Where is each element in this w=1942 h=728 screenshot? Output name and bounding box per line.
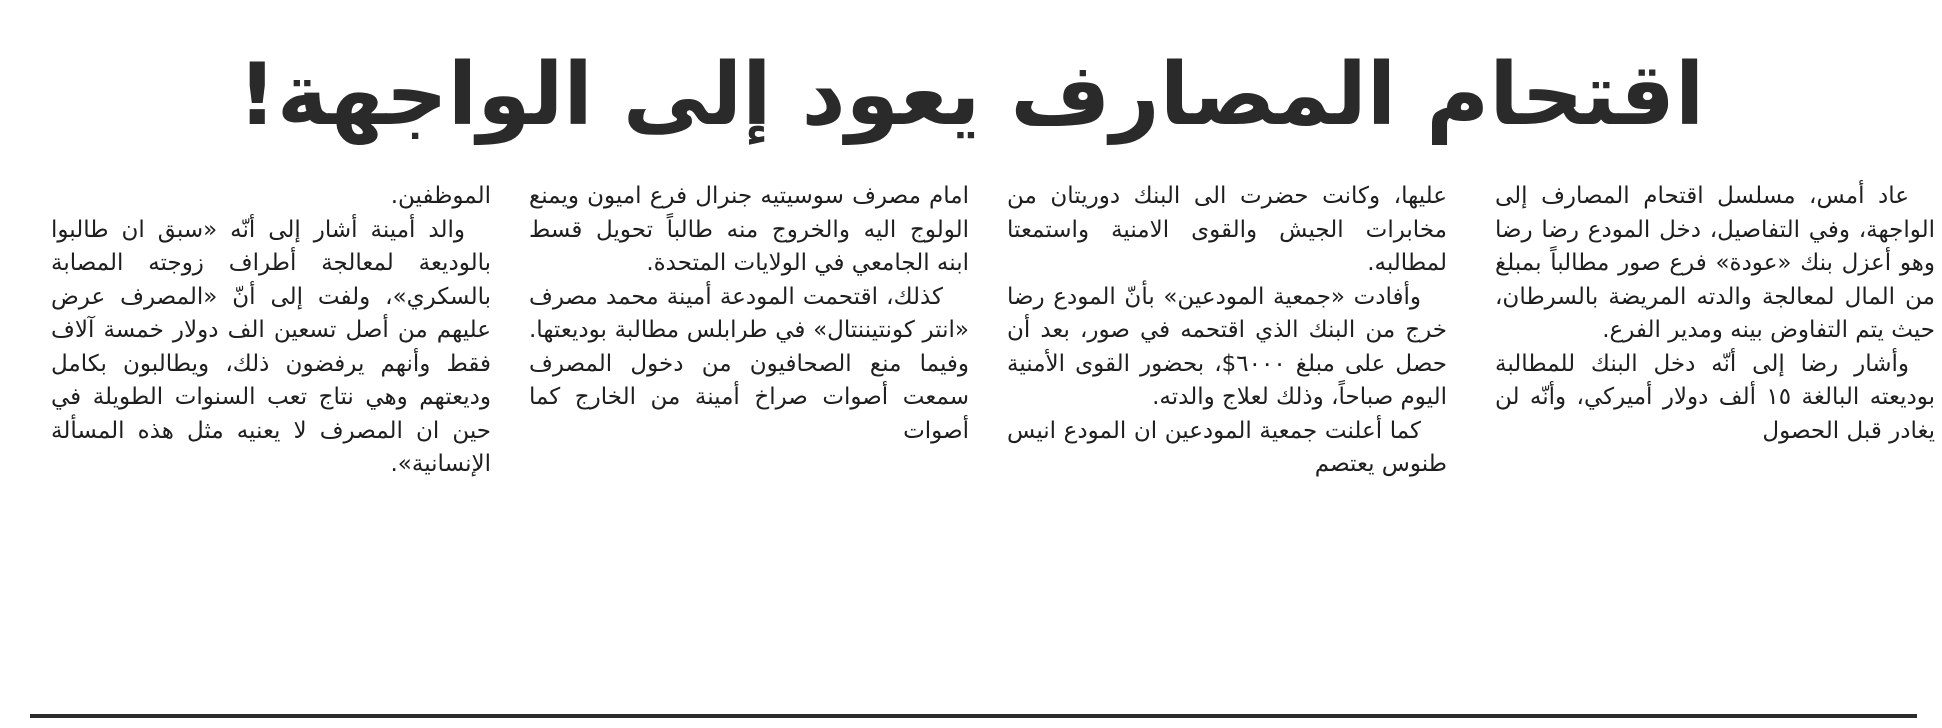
paragraph: وأفادت «جمعية المودعين» بأنّ المودع رضا خرج من البنك الذي اقتحمه في صور، بعد أن حصل على مبلغ ٦٠٠٠$، بحضور القوى الأمنية اليوم صباحاً، وذلك لعلاج والدته. [1007, 283, 1447, 410]
article-body [30, 180, 1935, 685]
paragraph: كما أعلنت جمعية المودعين ان المودع انيس طنوس يعتصم [1007, 417, 1447, 477]
paragraph: الموظفين. [390, 183, 491, 209]
paragraph: عليها، وكانت حضرت الى البنك دوريتان من مخابرات الجيش والقوى الامنية واستمعتا لمطالبه. [1007, 183, 1447, 276]
paragraph: وأشار رضا إلى أنّه دخل البنك للمطالبة بوديعته البالغة ١٥ ألف دولار أميركي، وأنّه لن يغادر قبل الحصول [1495, 350, 1935, 444]
paragraph: كذلك، اقتحمت المودعة أمينة محمد مصرف «انتر كونتيننتال» في طرابلس مطالبة بوديعتها. وفيما منع الصحافيون من دخول المصرف سمعت أصوات صراخ أمينة من الخارج كما أصوات [529, 283, 969, 444]
article-column-2 [1007, 180, 1447, 685]
article-headline: اقتحام المصارف يعود إلى الواجهة! [237, 45, 1705, 145]
article-column-1 [1495, 180, 1935, 685]
paragraph: امام مصرف سوسيتيه جنرال فرع اميون ويمنع الولوج اليه والخروج منه طالباً تحويل قسط ابنه الجامعي في الولايات المتحدة. [529, 183, 969, 276]
paragraph: عاد أمس، مسلسل اقتحام المصارف إلى الواجهة، وفي التفاصيل، دخل المودع رضا رضا وهو أعزل بنك «عودة» فرع صور مطالباً بمبلغ من المال لمعالجة والدته المريضة بالسرطان، حيث يتم التفاوض بينه ومدير الفرع. [1495, 183, 1935, 343]
bottom-rule [30, 714, 1917, 718]
paragraph: والد أمينة أشار إلى أنّه «سبق ان طالبوا بالوديعة لمعالجة أطراف زوجته المصابة بالسكري»، ولفت إلى أنّ «المصرف عرض عليهم من أصل تسعين الف دولار خمسة آلاف فقط وأنهم يرفضون ذلك، ويطالبون بكامل وديعتهم وهي نتاج تعب السنوات الطويلة في حين ان المصرف لا يعنيه مثل هذه المسألة الإنسانية». [51, 216, 491, 477]
article-column-3 [529, 180, 969, 685]
article-column-4 [51, 180, 491, 685]
